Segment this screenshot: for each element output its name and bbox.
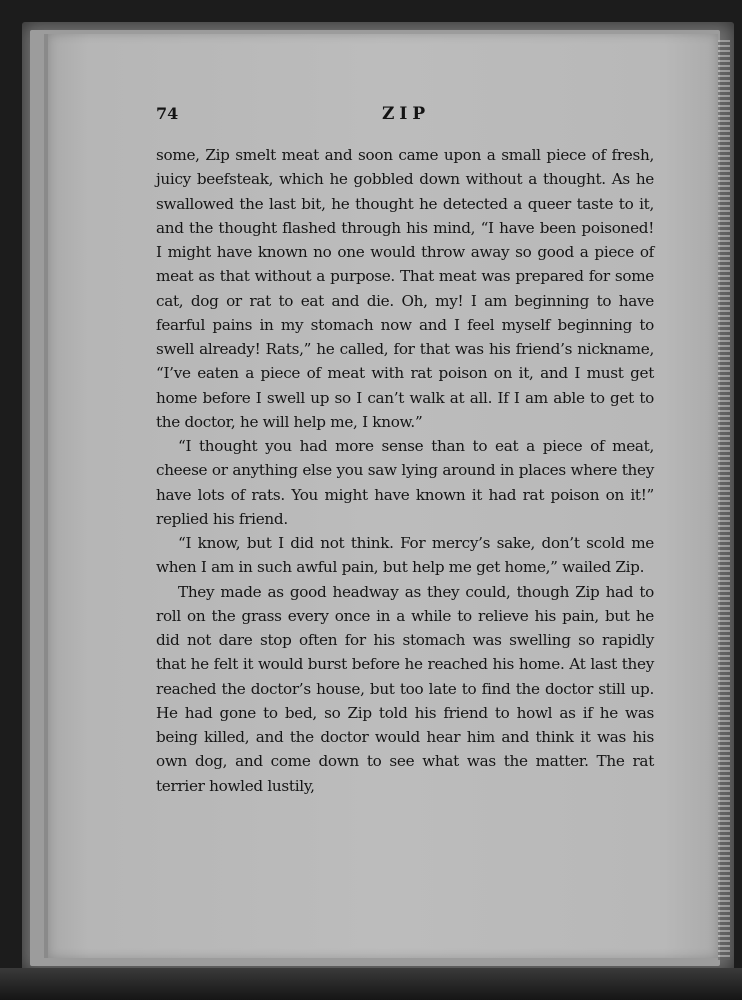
frayed-page-edge — [718, 40, 730, 960]
paragraph: “I thought you had more sense than to eat a piece of meat, cheese or anything else you saw lying around in places where they have lots of rats. You might have known it had rat poison on it!” replied his friend. — [156, 437, 654, 528]
body-text — [156, 143, 654, 798]
page-header — [156, 104, 656, 128]
paragraph: some, Zip smelt meat and soon came upon a small piece of fresh, juicy beefsteak, which he gobbled down without a thought. As he swallowed the last bit, he thought he detected a queer taste to it, and the thought flashed through his mind, “I have been poisoned! I might have known no one would throw away so good a piece of meat as that without a purpose. That meat was prepared for some cat, dog or rat to eat and die. Oh, my! I am beginning to have fearful pains in my stomach now and I feel myself beginning to swell already! Rats,” he called, for that was his friend’s nickname, “I’ve eaten a piece of meat with rat poison on it, and I must get home before I swell up so I can’t walk at all. If I am able to get to the doctor, he will help me, I know.” — [156, 146, 654, 431]
page-number: 74 — [156, 104, 179, 123]
running-title: ZIP — [382, 104, 431, 124]
paragraph: “I know, but I did not think. For mercy’s sake, don’t scold me when I am in such awful pain, but help me get home,” wailed Zip. — [156, 534, 654, 577]
paragraph: They made as good headway as they could, though Zip had to roll on the grass every once in a while to relieve his pain, but he did not dare stop often for his stomach was swelling so rapidly that he felt it would burst before he reached his home. At last they reached the doctor’s house, but too late to find the doctor still up. He had gone to bed, so Zip told his friend to howl as if he was being killed, and the doctor would hear him and think it was his own dog, and come down to see what was the matter. The rat terrier howled lustily, — [156, 582, 654, 795]
cover-bottom-edge — [0, 968, 742, 1000]
